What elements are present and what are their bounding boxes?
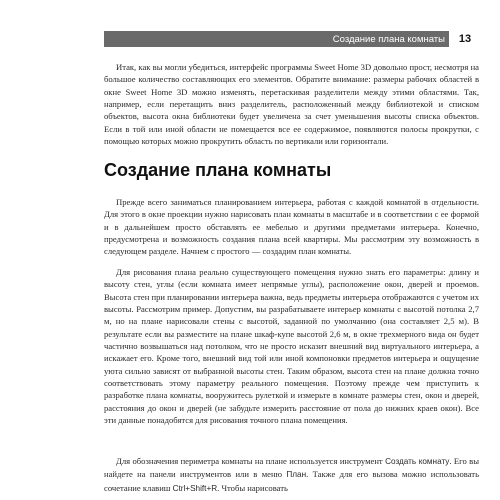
text-fragment: . Его вы найдете на панели инструментов или в меню (104, 456, 479, 480)
keyboard-shortcut: Ctrl+Shift+R (172, 483, 218, 493)
create-room-tool-name: Создать комнату (385, 457, 450, 466)
plan-menu-name: План (286, 470, 307, 480)
paragraph-room-tool (104, 455, 479, 495)
paragraph-intro: Итак, как вы могли убедиться, интерфейс программы Sweet Home 3D довольно прост, несмотря на большое количество составляющих его элементов. Обратите внимание: размеры рабочих областей в окне Sweet Home 3D можно изменять, перетаскивая разделители между этими областями. Так, например, если перетащить вниз разделитель, расположенный между библиотекой и списком объектов, высота окна библиотеки будет увеличена за счет уменьшения высоты списка объектов. Если в той или иной области не помещается все ее содержимое, появляются полосы прокрутки, с помощью которых можно прокрутить область по вертикали или горизонтали. (104, 62, 479, 147)
text-fragment: . Чтобы нарисовать (217, 482, 288, 493)
running-title: Создание плана комнаты (332, 33, 445, 45)
section-heading: Создание плана комнаты (104, 160, 332, 180)
text-fragment: Для обозначения периметра комнаты на плане используется инструмент (116, 456, 386, 466)
paragraph-measurements: Для рисования плана реально существующего помещения нужно знать его параметры: длину и высоту стен, углы (если комната имеет непрямые углы), расположение окон, дверей и проемов. Высота стен при планировании интерьера важна, ведь предметы интерьера отображаются с учетом их высоты. Рассмотрим пример. Допустим, вы разрабатываете интерьер комнаты с высотой потолка 2,7 м, но на плане нарисовали стены с высотой, заданной по умолчанию (она составляет 2,5 м). В результате если вы разместите на плане шкаф-купе высотой 2,6 м, в окне трехмерного вида он будет частично возвышаться над потолком, что не просто исказит внешний вид виртуального интерьера, а искажает его. Кроме того, внешний вид той или иной компоновки предметов интерьера и ощущение уюта сильно зависят от выбранной высоты стен. Таким образом, высота стен на плане должна точно соответствовать этому параметру реального помещения. Поэтому прежде чем приступить к разработке плана комнаты, вооружитесь рулеткой и измерьте в комнате размеры стен, окон и дверей, расстояния до окон и дверей (не забудьте измерить расстояние от пола до нижних краев окон). Все эти данные понадобятся для рисования точного плана помещения. (104, 267, 479, 426)
text-fragment: . Также для его вызова можно использовать сочетание клавиш (104, 469, 479, 493)
paragraph-planning: Прежде всего заниматься планированием интерьера, работая с каждой комнатой в отдельности. Для этого в окне проекции нужно нарисовать план комнаты в масштабе и в соответствии с ее формой и в дальнейшем просто обставлять ее мебелью и другими предметами интерьера. Конечно, предусмотрена и возможность создания плана всей квартиры. Мы рассмотрим эту возможность в следующем разделе. Начнем с простого — создадим план комнаты. (104, 197, 479, 257)
page-number: 13 (458, 33, 472, 45)
running-header (104, 31, 449, 47)
